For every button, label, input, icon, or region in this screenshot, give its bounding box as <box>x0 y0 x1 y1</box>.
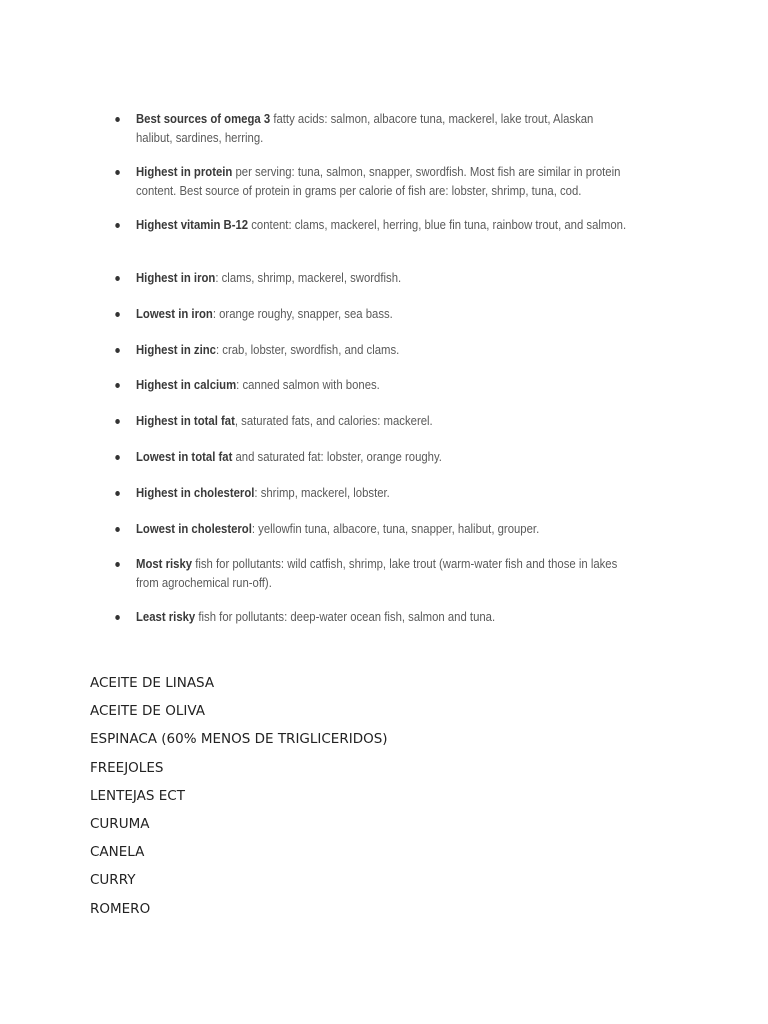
fact-label: Highest in zinc <box>136 342 216 357</box>
list-item <box>136 341 627 377</box>
food-item: ROMERO <box>90 900 151 917</box>
food-item: LENTEJAS ECT <box>90 787 185 804</box>
fact-label: Highest in total fat <box>136 414 235 429</box>
fact-text: content: clams, mackerel, herring, blue fin tuna, rainbow trout, and salmon. <box>248 218 627 232</box>
fact-text: : shrimp, mackerel, lobster. <box>254 485 390 500</box>
fact-label: Highest in cholesterol <box>136 485 255 500</box>
fact-label: Most risky <box>136 557 193 572</box>
fact-label: Lowest in cholesterol <box>136 521 252 536</box>
fact-text: : crab, lobster, swordfish, and clams. <box>215 342 400 357</box>
food-item: ACEITE DE OLIVA <box>90 703 205 720</box>
food-item: ACEITE DE LINASA <box>90 675 215 691</box>
list-item <box>136 555 627 608</box>
food-item: FREEJOLES <box>90 759 164 776</box>
list-item <box>136 163 627 216</box>
fact-label: Highest in protein <box>136 165 233 179</box>
fact-text: , saturated fats, and calories: mackerel. <box>234 414 433 429</box>
fact-text: : canned salmon with bones. <box>236 378 380 393</box>
fact-text: : yellowfin tuna, albacore, tuna, snapper, halibut, grouper. <box>251 521 540 536</box>
fact-text: fish for pollutants: wild catfish, shrimp, lake trout (warm-water fish and those in lakes from agrochemical run-off). <box>136 557 618 591</box>
fact-text: and saturated fat: lobster, orange roughy. <box>232 449 442 464</box>
food-item: CURUMA <box>90 815 150 832</box>
list-item <box>136 484 627 520</box>
list-item <box>136 305 627 341</box>
fact-text: : orange roughy, snapper, sea bass. <box>212 306 393 321</box>
list-item <box>136 110 627 163</box>
food-item: ESPINACA (60% MENOS DE TRIGLICERIDOS) <box>90 731 388 748</box>
fact-label: Best sources of omega 3 <box>136 112 271 126</box>
fish-facts-list <box>136 110 627 644</box>
list-item <box>136 520 627 556</box>
fact-label: Highest in calcium <box>136 378 237 393</box>
foods-list <box>90 672 388 926</box>
fact-label: Highest in iron <box>136 271 216 285</box>
fact-label: Highest vitamin B-12 <box>136 218 249 232</box>
list-item <box>136 376 627 412</box>
food-item: CURRY <box>90 872 136 889</box>
fact-text: fatty acids: salmon, albacore tuna, mackerel, lake trout, Alaskan halibut, sardines, herring. <box>136 112 594 145</box>
fact-text: : clams, shrimp, mackerel, swordfish. <box>215 271 402 285</box>
fact-text: fish for pollutants: deep-water ocean fish, salmon and tuna. <box>195 610 496 625</box>
fact-label: Lowest in iron <box>136 306 213 321</box>
list-item <box>136 448 627 484</box>
fact-label: Lowest in total fat <box>136 449 233 464</box>
fact-text: per serving: tuna, salmon, snapper, swordfish. Most fish are similar in protein content. Best source of protein in grams per calorie of fish are: lobster, shrimp, tuna, cod. <box>136 165 621 198</box>
list-item <box>136 216 627 269</box>
fact-label: Least risky <box>136 610 196 625</box>
food-item: CANELA <box>90 844 145 861</box>
list-item <box>136 269 627 305</box>
list-item <box>136 608 627 644</box>
list-item <box>136 412 627 448</box>
